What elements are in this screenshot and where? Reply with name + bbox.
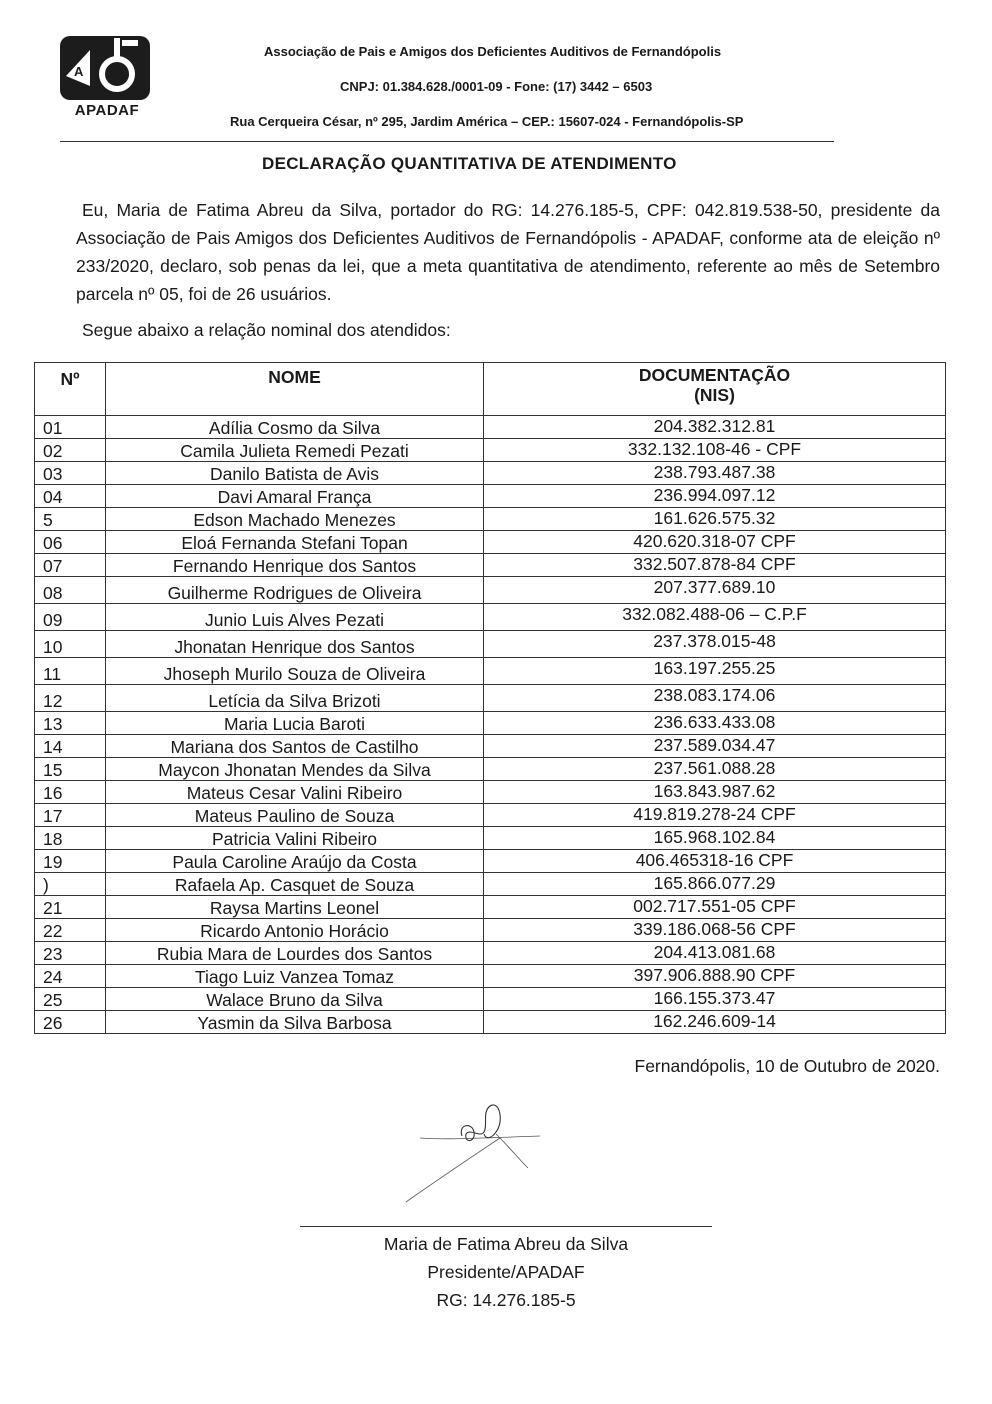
table-row (35, 942, 946, 965)
apadaf-logo-icon (60, 36, 150, 100)
table-row (35, 735, 946, 758)
row-documentation: 419.819.278-24 CPF (484, 804, 946, 827)
row-name: Jhoseph Murilo Souza de Oliveira (106, 658, 484, 685)
row-name: Jhonatan Henrique dos Santos (106, 631, 484, 658)
declaration-text: Eu, Maria de Fatima Abreu da Silva, portador do RG: 14.276.185-5, CPF: 042.819.538-50, presidente da Associação de Pais Amigos dos Deficientes Auditivos de Fernandópolis - APADAF, conforme ata de eleição nº 233/2020, declaro, sob penas da lei, que a meta quantitativa de atendimento, referente ao mês de Setembro parcela nº 05, foi de 26 usuários. (76, 200, 940, 304)
row-documentation: 165.866.077.29 (484, 873, 946, 896)
row-name: Mateus Cesar Valini Ribeiro (106, 781, 484, 804)
row-documentation: 339.186.068-56 CPF (484, 919, 946, 942)
table-row (35, 631, 946, 658)
document-title: DECLARAÇÃO QUANTITATIVA DE ATENDIMENTO (262, 154, 677, 173)
table-row (35, 439, 946, 462)
row-name: Mateus Paulino de Souza (106, 804, 484, 827)
row-number: 26 (35, 1011, 106, 1034)
row-name: Tiago Luiz Vanzea Tomaz (106, 965, 484, 988)
row-number: 03 (35, 462, 106, 485)
row-number: 06 (35, 531, 106, 554)
table-row (35, 531, 946, 554)
row-number: 07 (35, 554, 106, 577)
row-number: 5 (35, 508, 106, 531)
row-documentation: 207.377.689.10 (484, 577, 946, 604)
signature-block (300, 1230, 712, 1314)
row-documentation: 238.083.174.06 (484, 685, 946, 712)
row-name: Patricia Valini Ribeiro (106, 827, 484, 850)
row-documentation: 236.633.433.08 (484, 712, 946, 735)
row-number: 09 (35, 604, 106, 631)
row-number: 23 (35, 942, 106, 965)
row-documentation: 406.465318-16 CPF (484, 850, 946, 873)
row-number: 10 (35, 631, 106, 658)
row-documentation: 163.843.987.62 (484, 781, 946, 804)
row-number: 24 (35, 965, 106, 988)
handwritten-signature (400, 1098, 550, 1210)
row-name: Ricardo Antonio Horácio (106, 919, 484, 942)
table-row (35, 604, 946, 631)
place-date: Fernandópolis, 10 de Outubro de 2020. (634, 1056, 940, 1076)
row-number: 18 (35, 827, 106, 850)
table-row (35, 781, 946, 804)
row-name: Maycon Jhonatan Mendes da Silva (106, 758, 484, 781)
row-name: Rafaela Ap. Casquet de Souza (106, 873, 484, 896)
table-row (35, 685, 946, 712)
row-documentation: 332.507.878-84 CPF (484, 554, 946, 577)
row-documentation: 237.589.034.47 (484, 735, 946, 758)
table-row (35, 712, 946, 735)
row-name: Paula Caroline Araújo da Costa (106, 850, 484, 873)
table-row (35, 965, 946, 988)
row-name: Yasmin da Silva Barbosa (106, 1011, 484, 1034)
row-number: 08 (35, 577, 106, 604)
table-row (35, 758, 946, 781)
row-number: 16 (35, 781, 106, 804)
row-name: Edson Machado Menezes (106, 508, 484, 531)
row-name: Adília Cosmo da Silva (106, 416, 484, 439)
row-number: 21 (35, 896, 106, 919)
row-name: Junio Luis Alves Pezati (106, 604, 484, 631)
column-header-documentation (484, 363, 946, 416)
row-documentation: 236.994.097.12 (484, 485, 946, 508)
logo-text: APADAF (74, 102, 140, 119)
signatory-rg: RG: 14.276.185-5 (436, 1290, 576, 1310)
table-row (35, 485, 946, 508)
table-row (35, 508, 946, 531)
table-row (35, 873, 946, 896)
row-name: Raysa Martins Leonel (106, 896, 484, 919)
row-number: 11 (35, 658, 106, 685)
column-header-doc-line1: DOCUMENTAÇÃO (638, 365, 791, 385)
declaration-paragraph (76, 196, 940, 308)
row-number: 13 (35, 712, 106, 735)
org-cnpj-phone: CNPJ: 01.384.628./0001-09 - Fone: (17) 3442 – 6503 (340, 79, 653, 94)
row-documentation: 163.197.255.25 (484, 658, 946, 685)
row-documentation: 204.413.081.68 (484, 942, 946, 965)
row-number: 02 (35, 439, 106, 462)
row-name: Camila Julieta Remedi Pezati (106, 439, 484, 462)
row-name: Fernando Henrique dos Santos (106, 554, 484, 577)
row-number: 14 (35, 735, 106, 758)
row-name: Maria Lucia Baroti (106, 712, 484, 735)
table-row (35, 850, 946, 873)
row-documentation: 332.132.108-46 - CPF (484, 439, 946, 462)
table-row (35, 554, 946, 577)
row-documentation: 166.155.373.47 (484, 988, 946, 1011)
row-name: Danilo Batista de Avis (106, 462, 484, 485)
row-documentation: 162.246.609-14 (484, 1011, 946, 1034)
table-row (35, 1011, 946, 1034)
row-number: 15 (35, 758, 106, 781)
row-name: Eloá Fernanda Stefani Topan (106, 531, 484, 554)
column-header-doc-line2: (NIS) (694, 385, 735, 405)
signature-line (300, 1226, 712, 1227)
row-name: Rubia Mara de Lourdes dos Santos (106, 942, 484, 965)
table-row (35, 577, 946, 604)
svg-text:A: A (74, 64, 84, 79)
row-documentation: 332.082.488-06 – C.P.F (484, 604, 946, 631)
signatory-role: Presidente/APADAF (427, 1262, 585, 1282)
row-name: Guilherme Rodrigues de Oliveira (106, 577, 484, 604)
table-row (35, 462, 946, 485)
signatory-name: Maria de Fatima Abreu da Silva (383, 1234, 629, 1254)
row-number: 12 (35, 685, 106, 712)
row-name: Davi Amaral França (106, 485, 484, 508)
table-row (35, 919, 946, 942)
row-number: 01 (35, 416, 106, 439)
row-number: 25 (35, 988, 106, 1011)
header-divider (60, 141, 834, 142)
row-name: Walace Bruno da Silva (106, 988, 484, 1011)
row-documentation: 420.620.318-07 CPF (484, 531, 946, 554)
row-documentation: 165.968.102.84 (484, 827, 946, 850)
column-header-number: Nº (35, 363, 106, 416)
table-row (35, 658, 946, 685)
table-row (35, 804, 946, 827)
org-name: Associação de Pais e Amigos dos Deficientes Auditivos de Fernandópolis (264, 44, 722, 59)
org-address: Rua Cerqueira César, nº 295, Jardim América – CEP.: 15607-024 - Fernandópolis-SP (230, 114, 744, 129)
row-name: Letícia da Silva Brizoti (106, 685, 484, 712)
apadaf-logo (60, 36, 152, 126)
table-row (35, 416, 946, 439)
row-documentation: 237.561.088.28 (484, 758, 946, 781)
table-header-row (35, 363, 946, 416)
list-intro: Segue abaixo a relação nominal dos atendidos: (82, 320, 451, 340)
row-documentation: 397.906.888.90 CPF (484, 965, 946, 988)
attendance-table (34, 362, 946, 1034)
row-name: Mariana dos Santos de Castilho (106, 735, 484, 758)
row-number: ) (35, 873, 106, 896)
row-number: 17 (35, 804, 106, 827)
table-row (35, 896, 946, 919)
row-number: 19 (35, 850, 106, 873)
row-number: 22 (35, 919, 106, 942)
row-documentation: 161.626.575.32 (484, 508, 946, 531)
row-documentation: 002.717.551-05 CPF (484, 896, 946, 919)
column-header-name: NOME (106, 363, 484, 416)
table-row (35, 988, 946, 1011)
row-documentation: 237.378.015-48 (484, 631, 946, 658)
table-row (35, 827, 946, 850)
row-documentation: 238.793.487.38 (484, 462, 946, 485)
row-documentation: 204.382.312.81 (484, 416, 946, 439)
row-number: 04 (35, 485, 106, 508)
